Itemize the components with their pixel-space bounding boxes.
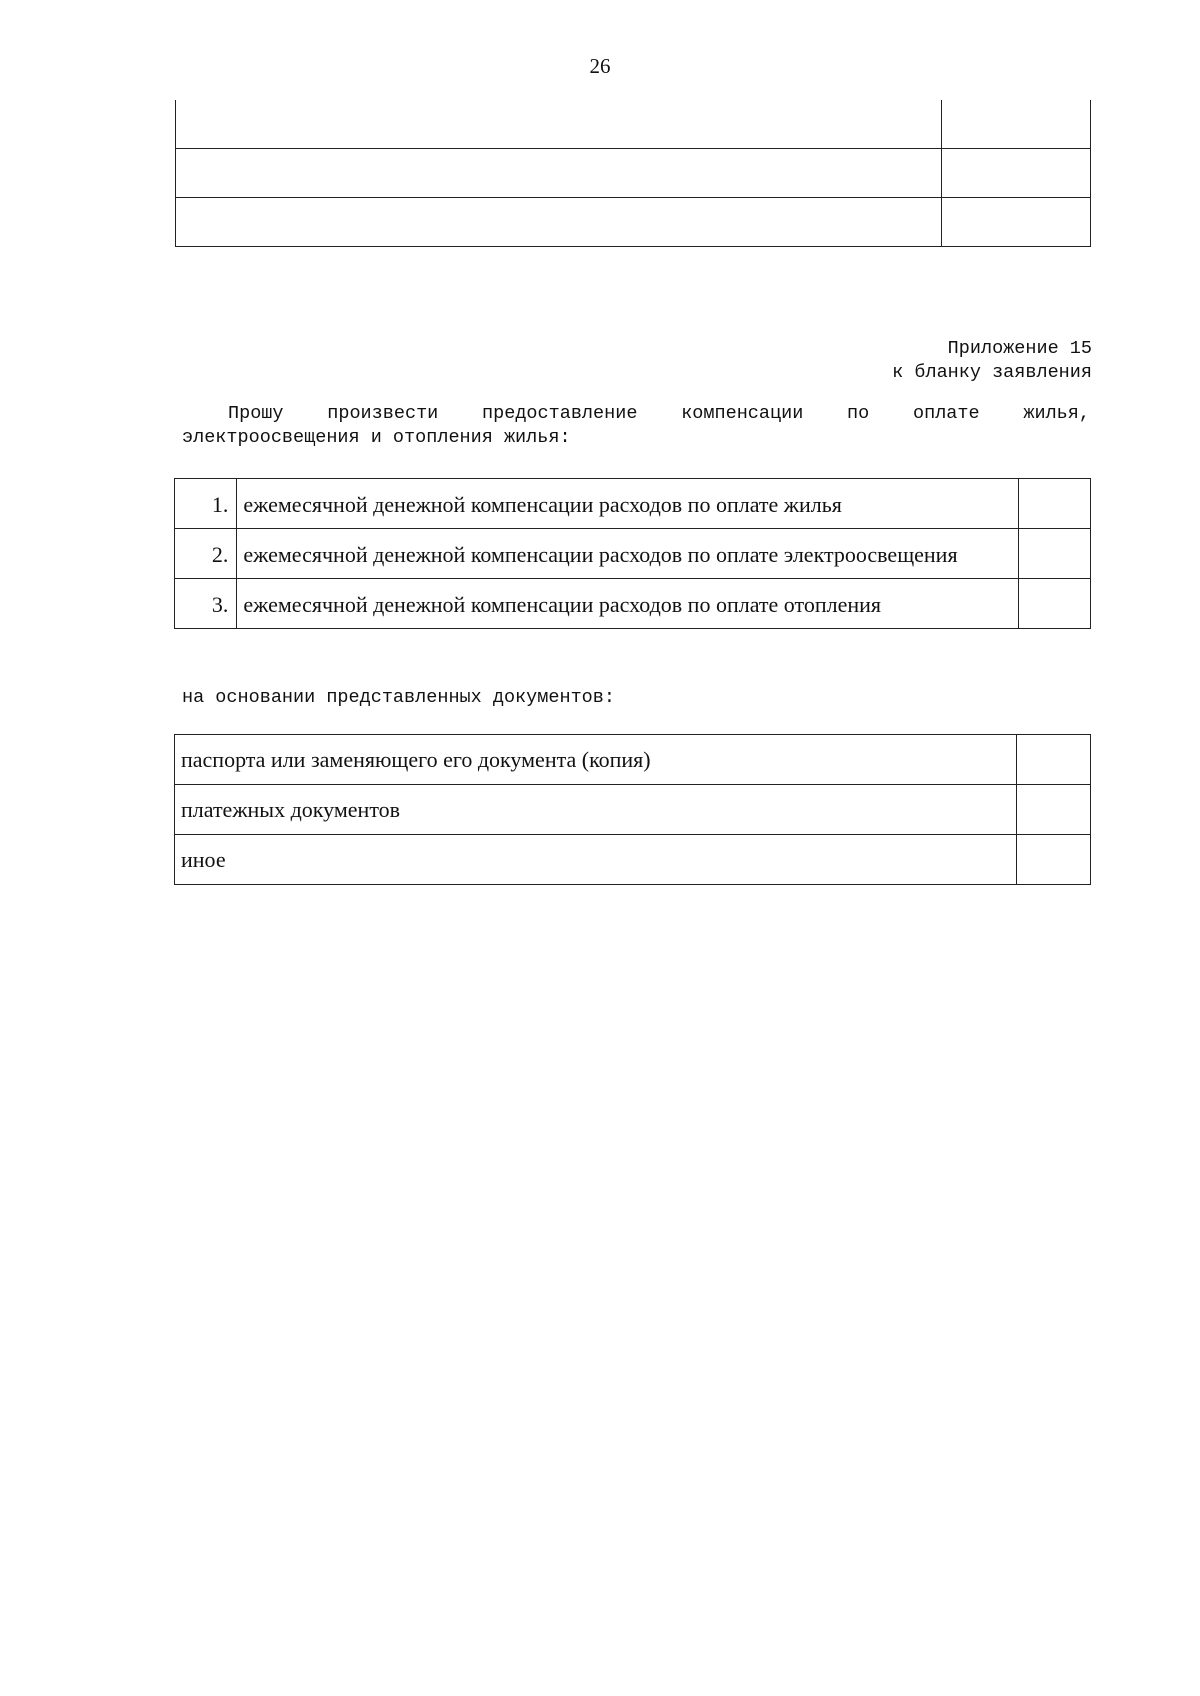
document-text: платежных документов	[175, 785, 1017, 835]
document-text: иное	[175, 835, 1017, 885]
table-cell	[176, 100, 942, 149]
compensation-options-table	[174, 478, 1091, 629]
table-row	[176, 198, 1091, 247]
item-number: 2.	[175, 529, 237, 579]
intro-word: компенсации	[681, 403, 804, 424]
table-row	[175, 835, 1091, 885]
item-number: 1.	[175, 479, 237, 529]
item-number: 3.	[175, 579, 237, 629]
checkbox-cell[interactable]	[1017, 785, 1091, 835]
checkbox-cell[interactable]	[1019, 579, 1091, 629]
table-row	[175, 479, 1091, 529]
previous-form-table-continuation	[175, 100, 1091, 247]
intro-word: Прошу	[228, 403, 284, 424]
table-row	[175, 785, 1091, 835]
table-cell	[176, 149, 942, 198]
item-text: ежемесячной денежной компенсации расходов по оплате отопления	[237, 579, 1019, 629]
intro-line-2: электроосвещения и отопления жилья:	[182, 427, 571, 448]
intro-word: оплате	[913, 403, 980, 424]
checkbox-cell[interactable]	[942, 149, 1091, 198]
checkbox-cell[interactable]	[1017, 835, 1091, 885]
checkbox-cell[interactable]	[1019, 529, 1091, 579]
intro-word: по	[847, 403, 870, 424]
table-row	[176, 149, 1091, 198]
checkbox-cell[interactable]	[942, 198, 1091, 247]
basis-text: на основании представленных документов:	[182, 687, 615, 708]
intro-line-1	[182, 402, 1090, 426]
checkbox-cell[interactable]	[942, 100, 1091, 149]
request-intro	[182, 402, 1090, 450]
appendix-subtitle: к бланку заявления	[892, 362, 1092, 383]
checkbox-cell[interactable]	[1017, 735, 1091, 785]
table-row	[175, 579, 1091, 629]
intro-word: жилья,	[1023, 403, 1090, 424]
page-number: 26	[589, 54, 611, 78]
intro-word: предоставление	[482, 403, 638, 424]
table-row	[176, 100, 1091, 149]
item-text: ежемесячной денежной компенсации расходов по оплате жилья	[237, 479, 1019, 529]
table-cell	[176, 198, 942, 247]
appendix-header	[892, 337, 1092, 385]
document-text: паспорта или заменяющего его документа (копия)	[175, 735, 1017, 785]
table-row	[175, 735, 1091, 785]
table-row	[175, 529, 1091, 579]
checkbox-cell[interactable]	[1019, 479, 1091, 529]
appendix-title: Приложение 15	[947, 338, 1092, 359]
item-text: ежемесячной денежной компенсации расходов по оплате электроосвещения	[237, 529, 1019, 579]
documents-table	[174, 734, 1091, 885]
intro-word: произвести	[327, 403, 439, 424]
